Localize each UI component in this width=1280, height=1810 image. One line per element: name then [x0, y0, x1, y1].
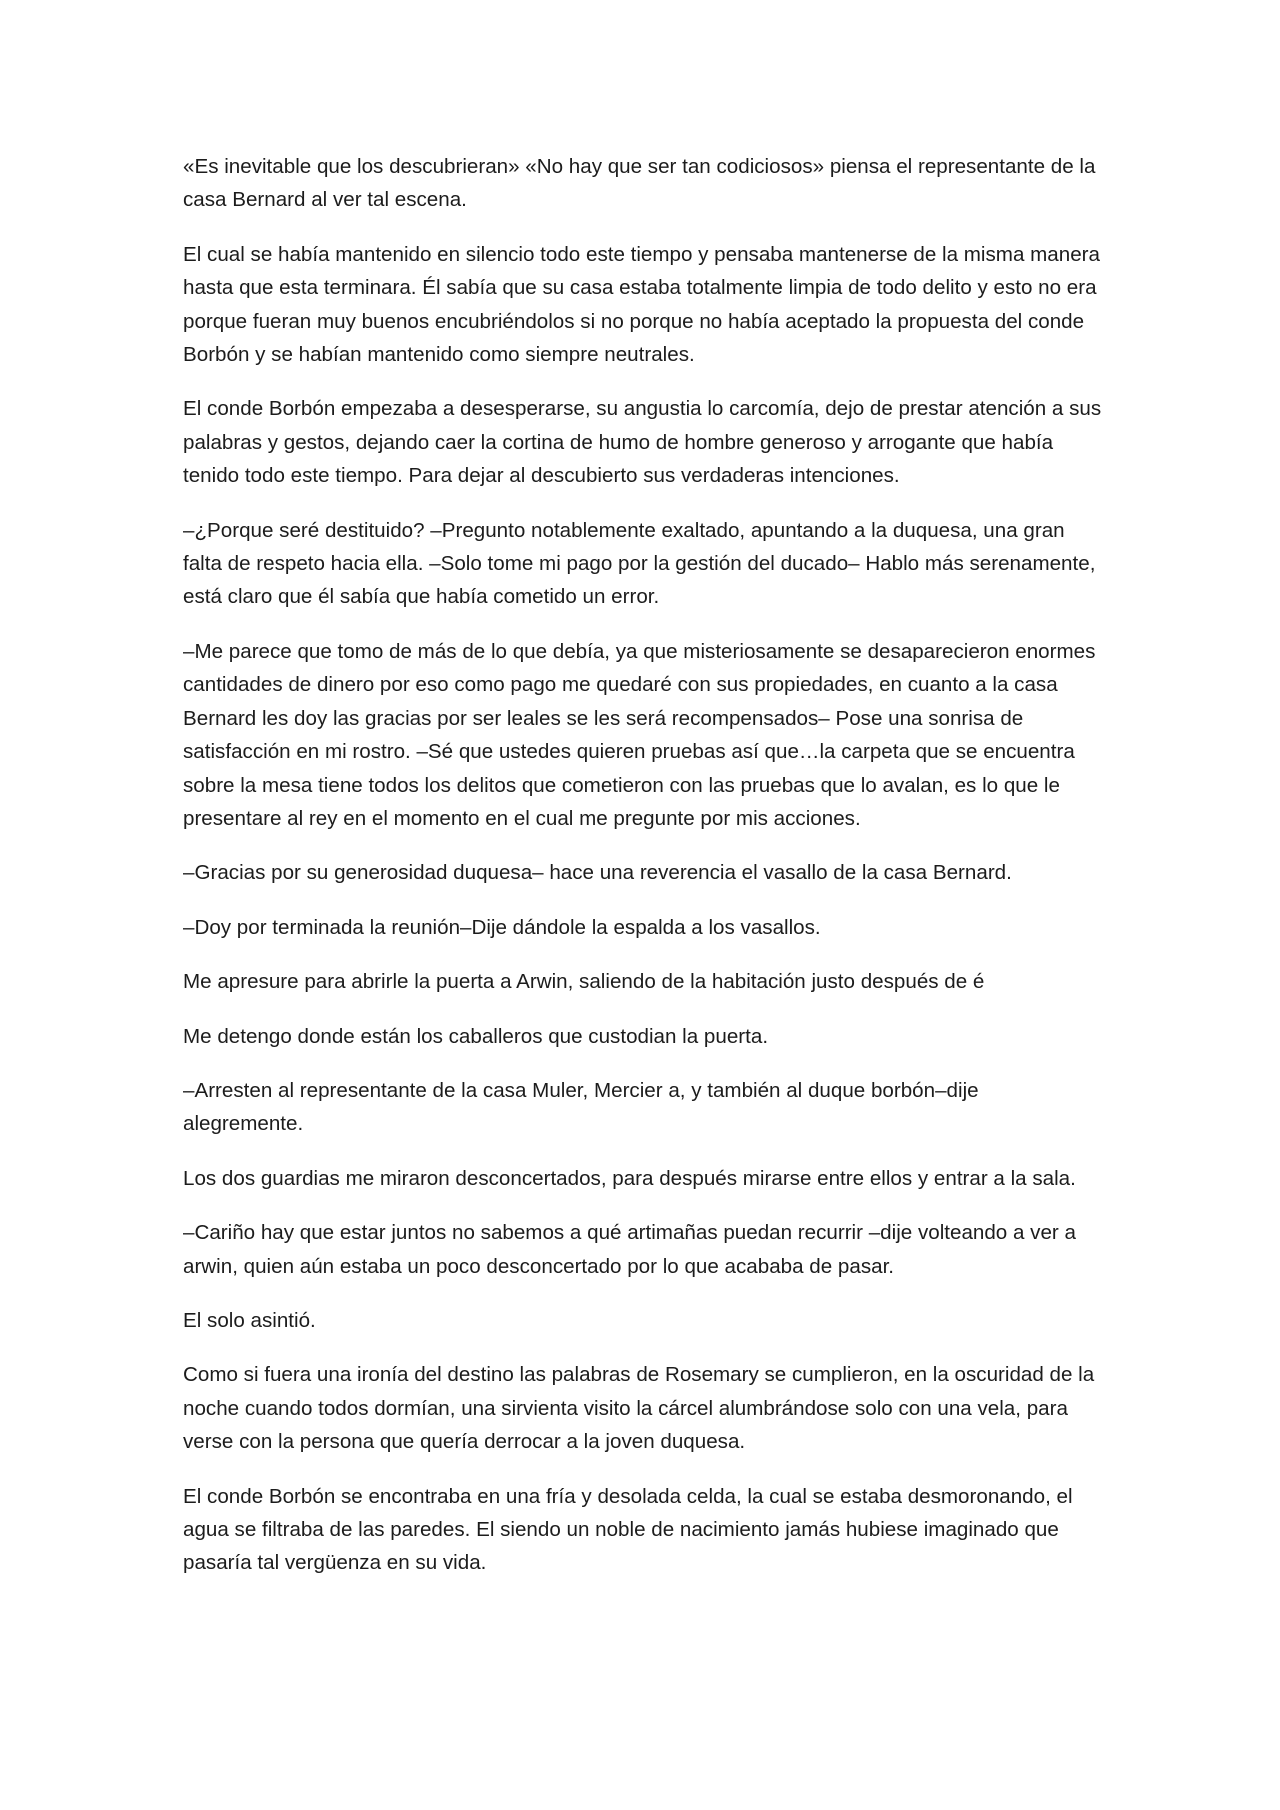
- paragraph: –Gracias por su generosidad duquesa– hace una reverencia el vasallo de la casa Bernard.: [183, 861, 1012, 885]
- paragraph: Me detengo donde están los caballeros que custodian la puerta.: [183, 1024, 769, 1048]
- paragraph: El conde Borbón empezaba a desesperarse, su angustia lo carcomía, dejo de prestar atención a sus palabras y gestos, dejando caer la cortina de humo de hombre generoso y arrogante que había tenido todo este tiempo. Para dejar al descubierto sus verdaderas intenciones.: [183, 397, 1102, 488]
- paragraph: «Es inevitable que los descubrieran» «No hay que ser tan codiciosos» piensa el representante de la casa Bernard al ver tal escena.: [183, 155, 1096, 212]
- paragraph: El cual se había mantenido en silencio todo este tiempo y pensaba mantenerse de la misma manera hasta que esta terminara. Él sabía que su casa estaba totalmente limpia de todo delito y esto no era porque fueran muy buenos encubriéndolos si no porque no había aceptado la propuesta del conde Borbón y se habían mantenido como siempre neutrales.: [183, 242, 1100, 367]
- paragraph: –¿Porque seré destituido? –Pregunto notablemente exaltado, apuntando a la duquesa, una gran falta de respeto hacia ella. –Solo tome mi pago por la gestión del ducado– Hablo más serenamente, está claro que él sabía que había cometido un error.: [183, 518, 1096, 609]
- paragraph: El solo asintió.: [183, 1308, 316, 1332]
- paragraph: Los dos guardias me miraron desconcertados, para después mirarse entre ellos y entrar a la sala.: [183, 1166, 1076, 1190]
- paragraph: El conde Borbón se encontraba en una fría y desolada celda, la cual se estaba desmoronando, el agua se filtraba de las paredes. El siendo un noble de nacimiento jamás hubiese imaginado que pasaría tal vergüenza en su vida.: [183, 1484, 1073, 1575]
- paragraph: –Arresten al representante de la casa Muler, Mercier a, y también al duque borbón–dije alegremente.: [183, 1078, 979, 1136]
- document-page: [183, 150, 1103, 1601]
- paragraph: Como si fuera una ironía del destino las palabras de Rosemary se cumplieron, en la oscuridad de la noche cuando todos dormían, una sirvienta visito la cárcel alumbrándose solo con una vela, para verse con la persona que quería derrocar a la joven duquesa.: [183, 1363, 1095, 1454]
- paragraph: –Cariño hay que estar juntos no sabemos a qué artimañas puedan recurrir –dije volteando a ver a arwin, quien aún estaba un poco desconcertado por lo que acababa de pasar.: [183, 1221, 1076, 1278]
- paragraph: Me apresure para abrirle la puerta a Arwin, saliendo de la habitación justo después de é: [183, 970, 985, 994]
- paragraph: –Doy por terminada la reunión–Dije dándole la espalda a los vasallos.: [183, 915, 821, 939]
- paragraph: –Me parece que tomo de más de lo que debía, ya que misteriosamente se desaparecieron enormes cantidades de dinero por eso como pago me quedaré con sus propiedades, en cuanto a la casa Bernard les doy las gracias por ser leales se les será recompensados– Pose una sonrisa de satisfacción en mi rostro. –Sé que ustedes quieren pruebas así que…la carpeta que se encuentra sobre la mesa tiene todos los delitos que cometieron con las pruebas que lo avalan, es lo que le presentare al rey en el momento en el cual me pregunte por mis acciones.: [183, 639, 1096, 830]
